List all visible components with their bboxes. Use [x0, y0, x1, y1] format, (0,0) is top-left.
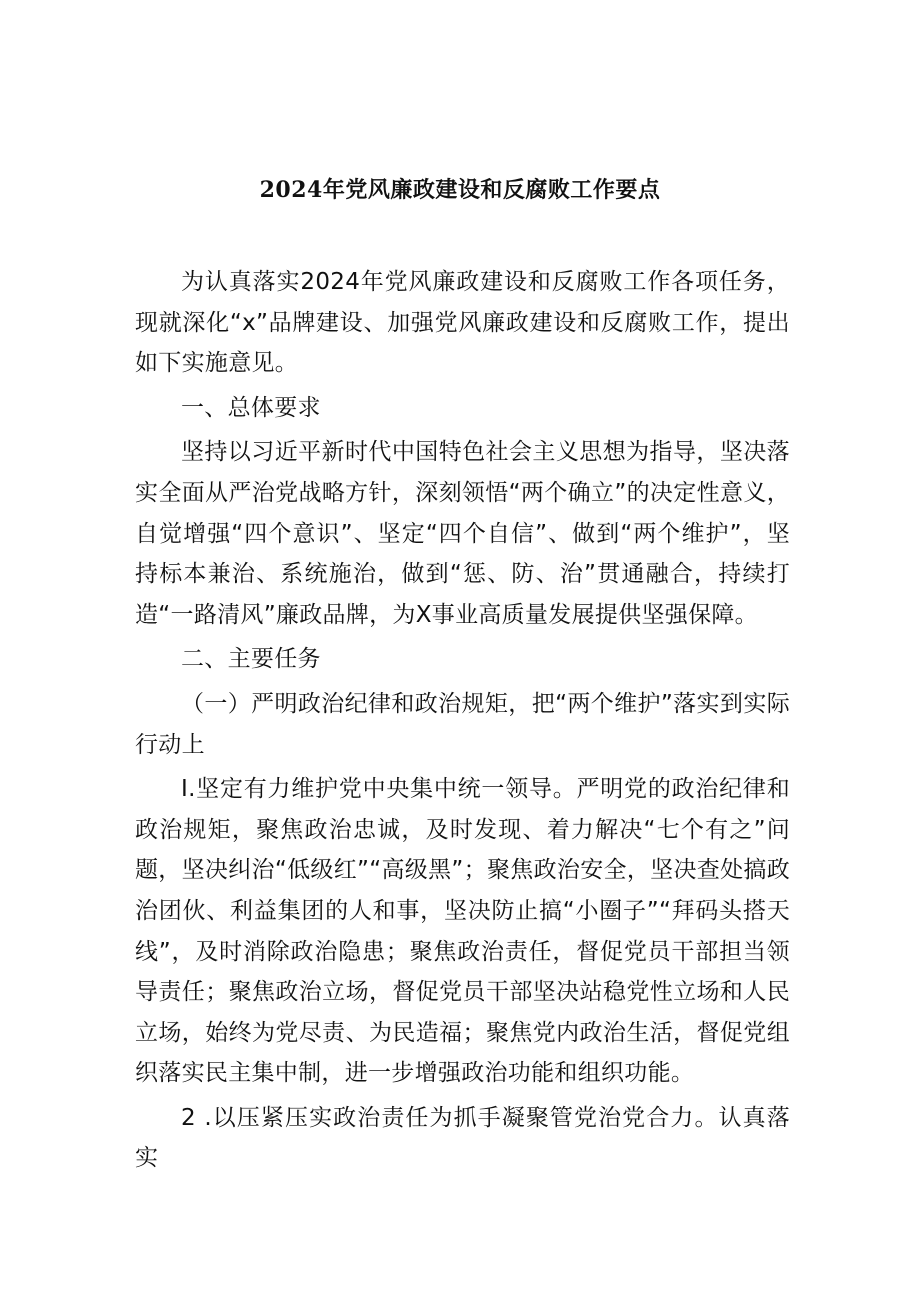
task-item-1-paragraph: I.坚定有力维护党中央集中统一领导。严明党的政治纪律和政治规矩，聚焦政治忠诚，及时发现、着力解决“七个有之”问题，坚决纠治“低级红”“高级黑”；聚焦政治安全，坚决查处搞政治团伙、利益集团的人和事，坚决防止搞“小圈子”“拜码头搭天线”，及时消除政治隐患；聚焦政治责任，督促党员干部担当领导责任；聚焦政治立场，督促党员干部坚决站稳党性立场和人民立场，始终为党尽责、为民造福；聚焦党内政治生活，督促党组织落实民主集中制，进一步增强政治功能和组织功能。 [135, 776, 790, 1087]
document-title: 2024年党风廉政建设和反腐败工作要点 [259, 177, 661, 203]
section-heading-main-tasks: 二、主要任务 [181, 646, 321, 673]
general-requirements-paragraph: 坚持以习近平新时代中国特色社会主义思想为指导，坚决落实全面从严治党战略方针，深刻领悟“两个确立”的决定性意义，自觉增强“四个意识”、坚定“四个自信”、做到“两个维护”，坚持标本兼治、系统施治，做到“惩、防、治”贯通融合，持续打造“一路清风”廉政品牌，为X事业高质量发展提供坚强保障。 [135, 439, 790, 628]
subsection-heading-1: （一）严明政治纪律和政治规矩，把“两个维护”落实到实际行动上 [135, 690, 790, 758]
intro-paragraph: 为认真落实2024年党风廉政建设和反腐败工作各项任务，现就深化“x”品牌建设、加强党风廉政建设和反腐败工作，提出如下实施意见。 [135, 269, 790, 377]
document-body [135, 262, 790, 1183]
task-item-2-paragraph: 2 .以压紧压实政治责任为抓手凝聚管党治党合力。认真落实 [135, 1104, 790, 1172]
section-heading-general-requirements: 一、总体要求 [181, 394, 321, 421]
